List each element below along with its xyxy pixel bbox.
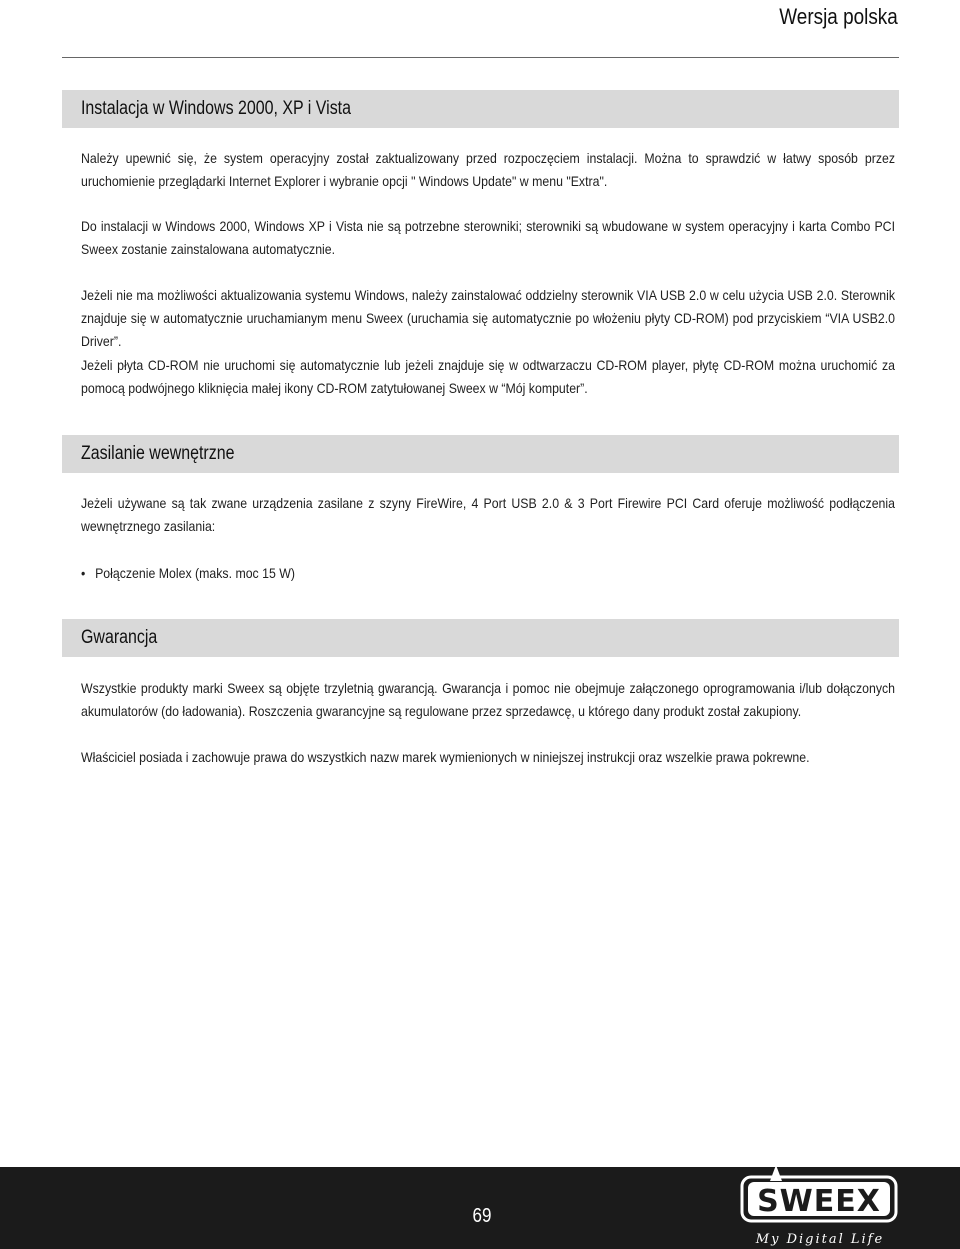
paragraph: Jeżeli nie ma możliwości aktualizowania systemu Windows, należy zainstalować oddzielny sterownik VIA USB 2.0 w celu użycia USB 2.0. Sterownik znajduje się w automatycznie uruchamianym menu Sweex (uruchamia się automatycznie po włożeniu płyty CD-ROM) pod przyciskiem “VIA USB2.0 Driver”. [81,287,895,349]
sweex-logo [740,1167,900,1249]
paragraph: Jeżeli płyta CD-ROM nie uruchomi się automatycznie lub jeżeli znajduje się w odtwarzaczu CD-ROM player, płytę CD-ROM można uruchomić za pomocą podwójnego kliknięcia małej ikony CD-ROM zatytułowanej Sweex w “Mój komputer”. [81,357,895,396]
sweex-logo-icon [740,1167,900,1249]
page-footer [0,1167,960,1249]
paragraph: Wszystkie produkty marki Sweex są objęte trzyletnią gwarancją. Gwarancja i pomoc nie obejmuje załączonego oprogramowania i/lub dołączonych akumulatorów (do ładowania). Roszczenia gwarancyjne są regulowane przez sprzedawcę, u którego dany produkt został zakupiony. [81,680,895,719]
paragraph: Do instalacji w Windows 2000, Windows XP i Vista nie są potrzebne sterowniki; sterowniki są wbudowane w system operacyjny i karta Combo PCI Sweex zostanie zainstalowana automatycznie. [81,218,895,257]
bullet-icon: • [81,565,86,581]
logo-wordmark: SWEEX [757,1184,881,1219]
section-heading-installation [62,90,899,128]
page-header [0,0,960,60]
section-heading-text: Instalacja w Windows 2000, XP i Vista [81,98,351,119]
section-heading-text: Gwarancja [81,627,158,648]
list-item [81,562,609,585]
paragraph: Należy upewnić się, że system operacyjny został zaktualizowany przed rozpoczęciem instalacji. Można to sprawdzić w łatwy sposób przez uruchomienie przeglądarki Internet Explorer i wybranie opcji " Windows Update" w menu "Extra". [81,150,895,189]
paragraph: Jeżeli używane są tak zwane urządzenia zasilane z szyny FireWire, 4 Port USB 2.0 & 3 Port Firewire PCI Card oferuje możliwość podłączenia wewnętrznego zasilania: [81,495,895,534]
section-heading-warranty [62,619,899,657]
language-title: Wersja polska [779,4,898,29]
list-item-text: Połączenie Molex (maks. moc 15 W) [95,565,296,581]
section-heading-internal-power [62,435,899,473]
logo-tagline: My Digital Life [755,1232,885,1247]
page-number: 69 [472,1205,492,1227]
header-divider [62,57,899,58]
paragraph: Właściciel posiada i zachowuje prawa do wszystkich nazw marek wymienionych w niniejszej instrukcji oraz wszelkie prawa pokrewne. [81,749,810,765]
section-heading-text: Zasilanie wewnętrzne [81,443,235,464]
